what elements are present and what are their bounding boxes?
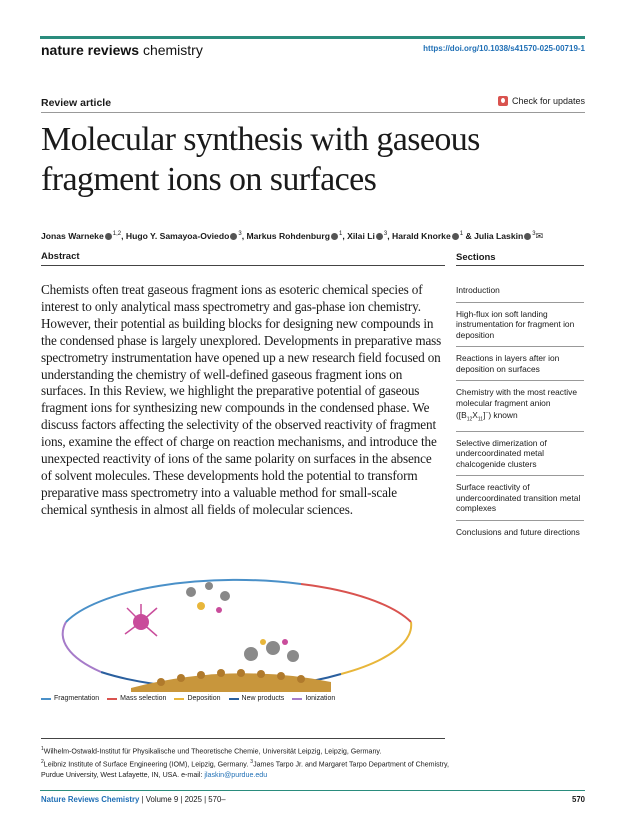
- cycle-arrow-fragmentation: [66, 580, 301, 622]
- precursor-ion-icon: [125, 604, 157, 636]
- sections-list: [456, 279, 584, 543]
- orcid-icon: [105, 233, 112, 240]
- orcid-icon: [524, 233, 531, 240]
- section-link[interactable]: Reactions in layers after ion deposition on surfaces: [456, 346, 584, 380]
- sections-heading: Sections: [456, 252, 496, 263]
- graphical-abstract-figure: [41, 562, 449, 692]
- author-list: Jonas Warneke $^{1,2}$, Hugo Y. Samayoa-Oviedo $^3$, Markus Rohdenburg $^1$, Xilai Li $^3$, Harald Knorke $^1$ & Julia Laskin $^3$✉: [41, 231, 544, 241]
- check-updates-button[interactable]: [498, 96, 585, 106]
- affiliations: $^1$Wilhelm-Ostwald-Institut für Physikalische und Theoretische Chemie, Universität Leipzig, Leipzig, Germany. $^2$Leibniz Institute of Surface Engineering (IOM), Leipzig, Germany. $^3$James Tarpo Jr. and Margaret Tarpo Department of Chemistry, Purdue University, West Lafayette, IN, USA. e-mail: jlaskin@purdue.edu: [41, 746, 450, 779]
- product-molecules-icon: [244, 639, 299, 662]
- footer-rule: [40, 790, 585, 791]
- figure-legend: [41, 695, 335, 702]
- cycle-arrow-deposition: [341, 622, 411, 674]
- section-link[interactable]: Surface reactivity of undercoordinated transition metal complexes: [456, 475, 584, 520]
- abstract-heading: Abstract: [41, 251, 80, 262]
- orcid-icon: [331, 233, 338, 240]
- article-title: Molecular synthesis with gaseous fragment ions on surfaces: [41, 121, 480, 198]
- doi-link[interactable]: https://doi.org/10.1038/s41570-025-00719-1: [423, 44, 585, 53]
- orcid-icon: [230, 233, 237, 240]
- article-type: Review article: [41, 97, 112, 109]
- footer-citation: Nature Reviews Chemistry | Volume 9 | 2025 | 570–: [41, 795, 226, 804]
- section-link[interactable]: Introduction: [456, 285, 500, 295]
- page-number: 570: [571, 795, 585, 804]
- author[interactable]: Harald Knorke $^1$: [391, 231, 464, 241]
- section-link[interactable]: Chemistry with the most reactive molecular fragment anion $([B_{12}X_{11}]^-)$ known: [456, 380, 584, 431]
- author[interactable]: Jonas Warneke $^{1,2}$: [41, 231, 122, 241]
- check-updates-label: Check for updates: [511, 96, 585, 106]
- author[interactable]: Julia Laskin $^3$✉: [474, 231, 544, 241]
- surface-icon: [131, 669, 331, 692]
- orcid-icon: [452, 233, 459, 240]
- footnote-rule: [41, 738, 445, 739]
- check-updates-icon: [498, 96, 508, 106]
- legend-item: Fragmentation: [41, 695, 99, 702]
- fragment-ions-icon: [186, 582, 230, 613]
- section-link[interactable]: High-flux ion soft landing instrumentation for fragment ion deposition: [456, 302, 584, 347]
- legend-item: New products: [229, 695, 285, 702]
- abstract-text: Chemists often treat gaseous fragment ions as esoteric chemical species of interest to only analytical mass spectrometry and gas-phase ion chemistry. However, their potential as building blocks for designing new compounds in the condensed phase is largely unexplored. Developments in preparative mass spectrometry instrumentation have opened up a new research field focused on understanding the chemistry of well-defined gaseous fragment ions on surfaces. In this Review, we highlight the preparative potential of gaseous fragment ions for synthesizing new compounds in the condensed phase. We discuss factors affecting the selectivity of the observed reactivity of fragment ions, examine the effect of charge on reaction mechanisms, and introduce the unexpected reactivity of ions of the same polarity on surfaces in the absence of solvent molecules. These developments hold the potential to transform preparative mass spectrometry into a valuable method for small-scale chemical synthesis in almost all fields of molecular sciences.: [41, 282, 442, 517]
- legend-item: Ionization: [292, 695, 335, 702]
- email-link[interactable]: jlaskin@purdue.edu: [204, 770, 268, 779]
- divider: [41, 265, 445, 266]
- header-rule: [40, 36, 585, 39]
- legend-item: Deposition: [174, 695, 220, 702]
- email-icon[interactable]: ✉: [535, 231, 544, 241]
- section-link[interactable]: Selective dimerization of undercoordinated metal chalcogenide clusters: [456, 431, 584, 476]
- cycle-arrow-ionization: [63, 622, 101, 672]
- author[interactable]: Xilai Li $^3$: [347, 231, 388, 241]
- cycle-arrow-mass-selection: [301, 584, 411, 622]
- divider: [456, 265, 584, 266]
- divider: [41, 112, 585, 113]
- orcid-icon: [376, 233, 383, 240]
- section-link[interactable]: Conclusions and future directions: [456, 520, 584, 544]
- author[interactable]: Hugo Y. Samayoa-Oviedo $^3$: [125, 231, 242, 241]
- journal-logo[interactable]: nature reviews chemistry: [41, 42, 203, 58]
- author[interactable]: Markus Rohdenburg $^1$: [246, 231, 343, 241]
- legend-item: Mass selection: [107, 695, 166, 702]
